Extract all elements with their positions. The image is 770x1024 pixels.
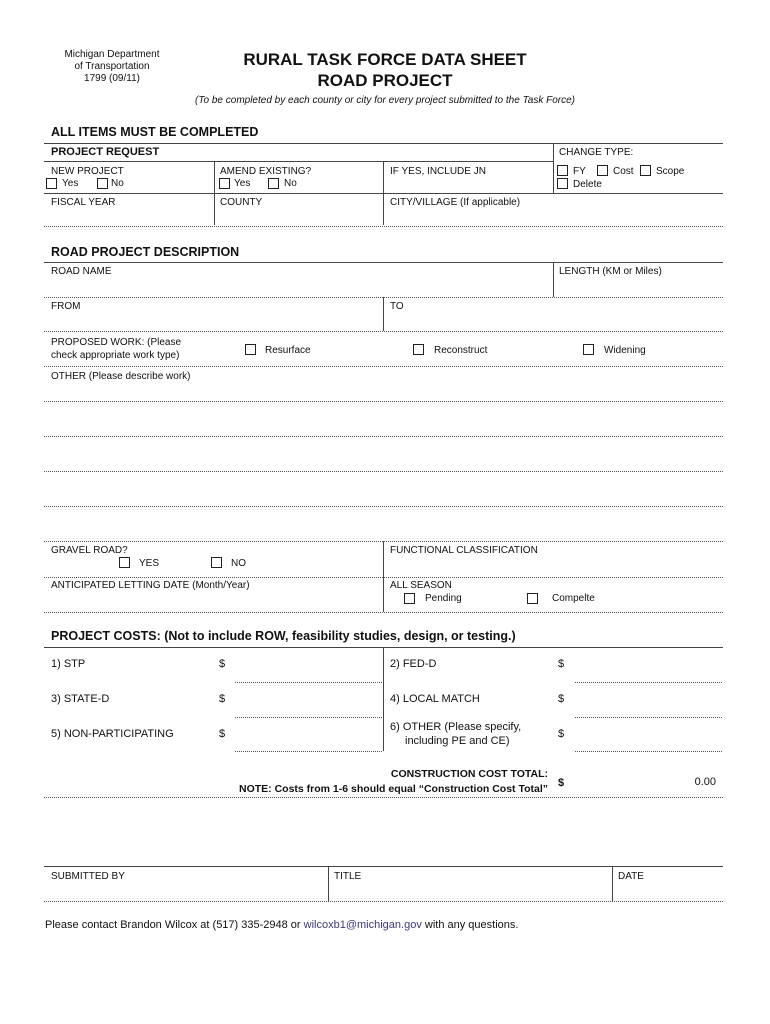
complete-checkbox[interactable] [527, 593, 538, 604]
pending-checkbox[interactable] [404, 593, 415, 604]
change-delete-checkbox[interactable] [557, 178, 568, 189]
field-line [44, 366, 723, 367]
divider [44, 193, 723, 194]
non-participating-label: 5) NON-PARTICIPATING [51, 728, 174, 740]
letting-date-label: ANTICIPATED LETTING DATE (Month/Year) [51, 580, 250, 591]
cost-total-note: NOTE: Costs from 1-6 should equal “Construction Cost Total” [239, 783, 548, 795]
submitted-by-label: SUBMITTED BY [51, 871, 125, 882]
to-label: TO [390, 301, 404, 312]
road-description-heading: ROAD PROJECT DESCRIPTION [51, 245, 240, 259]
project-costs-heading: PROJECT COSTS: (Not to include ROW, feasibility studies, design, or testing.) [51, 629, 516, 643]
no-label: No [284, 178, 297, 189]
form-subtitle: (To be completed by each county or city for every project submitted to the Task Force) [195, 95, 575, 106]
other-work-line-4 [44, 506, 723, 507]
fy-label: FY [573, 166, 586, 177]
divider [553, 143, 554, 193]
new-project-no-checkbox[interactable] [97, 178, 108, 189]
contact-text-end: with any questions. [421, 919, 519, 931]
field-line [44, 226, 723, 227]
gravel-road-label: GRAVEL ROAD? [51, 545, 128, 556]
other-work-label: OTHER (Please describe work) [51, 371, 191, 382]
form-number: 1799 (09/11) [84, 73, 140, 84]
divider [612, 866, 613, 901]
title-line-2: ROAD PROJECT [317, 71, 453, 90]
proposed-work-label [51, 336, 181, 362]
other-work-line-2 [44, 436, 723, 437]
email-link[interactable]: wilcoxb1@michigan.gov [303, 919, 422, 931]
local-match-amount-field[interactable] [575, 717, 722, 718]
gravel-no-label: NO [231, 558, 246, 569]
other-work-line-3 [44, 471, 723, 472]
divider [44, 866, 723, 867]
gravel-yes-label: YES [139, 558, 160, 569]
contact-line [45, 919, 518, 931]
gravel-no-checkbox[interactable] [211, 557, 222, 568]
amend-existing-label: AMEND EXISTING? [220, 166, 312, 177]
field-line [44, 612, 723, 613]
amend-no-checkbox[interactable] [268, 178, 279, 189]
scope-label: Scope [656, 166, 685, 177]
divider [44, 143, 723, 144]
new-project-yes-checkbox[interactable] [46, 178, 57, 189]
new-project-label: NEW PROJECT [51, 166, 124, 177]
non-participating-dollar: $ [219, 728, 226, 740]
project-request-heading: PROJECT REQUEST [51, 146, 160, 158]
widening-label: Widening [604, 345, 646, 356]
total-dollar: $ [558, 777, 565, 789]
change-fy-checkbox[interactable] [557, 165, 568, 176]
other-cost-line-2: including PE and CE) [405, 735, 510, 747]
length-label: LENGTH (KM or Miles) [559, 266, 662, 277]
stp-dollar: $ [219, 658, 226, 670]
fed-d-label: 2) FED-D [390, 658, 437, 670]
yes-label: Yes [234, 178, 251, 189]
form-title [200, 49, 570, 91]
dept-line-1: Michigan Department [64, 49, 160, 60]
divider [383, 647, 384, 751]
road-name-label: ROAD NAME [51, 266, 112, 277]
title-line-1: RURAL TASK FORCE DATA SHEET [243, 50, 527, 69]
include-jn-label: IF YES, INCLUDE JN [390, 166, 486, 177]
other-cost-label [390, 720, 521, 748]
date-label: DATE [618, 871, 644, 882]
pending-label: Pending [425, 593, 462, 604]
proposed-work-line-1: PROPOSED WORK: (Please [51, 337, 182, 348]
yes-label: Yes [62, 178, 79, 189]
title-label: TITLE [334, 871, 362, 882]
resurface-label: Resurface [265, 345, 311, 356]
field-line [44, 901, 723, 902]
field-line [44, 577, 723, 578]
divider [44, 262, 723, 263]
department-block [52, 49, 172, 85]
other-cost-dollar: $ [558, 728, 565, 740]
construction-total-label: CONSTRUCTION COST TOTAL: [390, 768, 548, 780]
contact-text: Please contact Brandon Wilcox at (517) 335-2948 or [45, 919, 304, 931]
all-season-label: ALL SEASON [390, 580, 452, 591]
fed-d-amount-field[interactable] [575, 682, 722, 683]
fed-d-dollar: $ [558, 658, 565, 670]
all-items-heading: ALL ITEMS MUST BE COMPLETED [51, 125, 259, 139]
fiscal-year-label: FISCAL YEAR [51, 197, 116, 208]
state-d-dollar: $ [219, 693, 226, 705]
county-label: COUNTY [220, 197, 263, 208]
divider [553, 262, 554, 297]
divider [44, 161, 553, 162]
construction-total-value[interactable]: 0.00 [694, 776, 716, 788]
complete-label: Compelte [552, 593, 595, 604]
delete-label: Delete [573, 179, 602, 190]
city-village-label: CITY/VILLAGE (If applicable) [390, 197, 521, 208]
gravel-yes-checkbox[interactable] [119, 557, 130, 568]
other-work-line-1 [44, 401, 723, 402]
other-cost-line-1: 6) OTHER (Please specify, [390, 721, 522, 733]
other-cost-amount-field[interactable] [575, 751, 722, 752]
reconstruct-checkbox[interactable] [413, 344, 424, 355]
from-label: FROM [51, 301, 81, 312]
non-participating-amount-field[interactable] [235, 751, 382, 752]
state-d-amount-field[interactable] [235, 717, 382, 718]
change-type-label: CHANGE TYPE: [559, 147, 634, 158]
reconstruct-label: Reconstruct [434, 345, 488, 356]
no-label: No [111, 178, 124, 189]
cost-label: Cost [613, 166, 634, 177]
field-line [44, 797, 723, 798]
change-cost-checkbox[interactable] [597, 165, 608, 176]
proposed-work-line-2: check appropriate work type) [51, 350, 180, 361]
divider [328, 866, 329, 901]
functional-class-label: FUNCTIONAL CLASSIFICATION [390, 545, 538, 556]
field-line [44, 331, 723, 332]
state-d-label: 3) STATE-D [51, 693, 110, 705]
widening-checkbox[interactable] [583, 344, 594, 355]
resurface-checkbox[interactable] [245, 344, 256, 355]
divider [383, 297, 384, 331]
stp-amount-field[interactable] [235, 682, 382, 683]
local-match-label: 4) LOCAL MATCH [390, 693, 480, 705]
stp-label: 1) STP [51, 658, 86, 670]
dept-line-2: of Transportation [74, 61, 150, 72]
amend-yes-checkbox[interactable] [219, 178, 230, 189]
change-scope-checkbox[interactable] [640, 165, 651, 176]
local-match-dollar: $ [558, 693, 565, 705]
